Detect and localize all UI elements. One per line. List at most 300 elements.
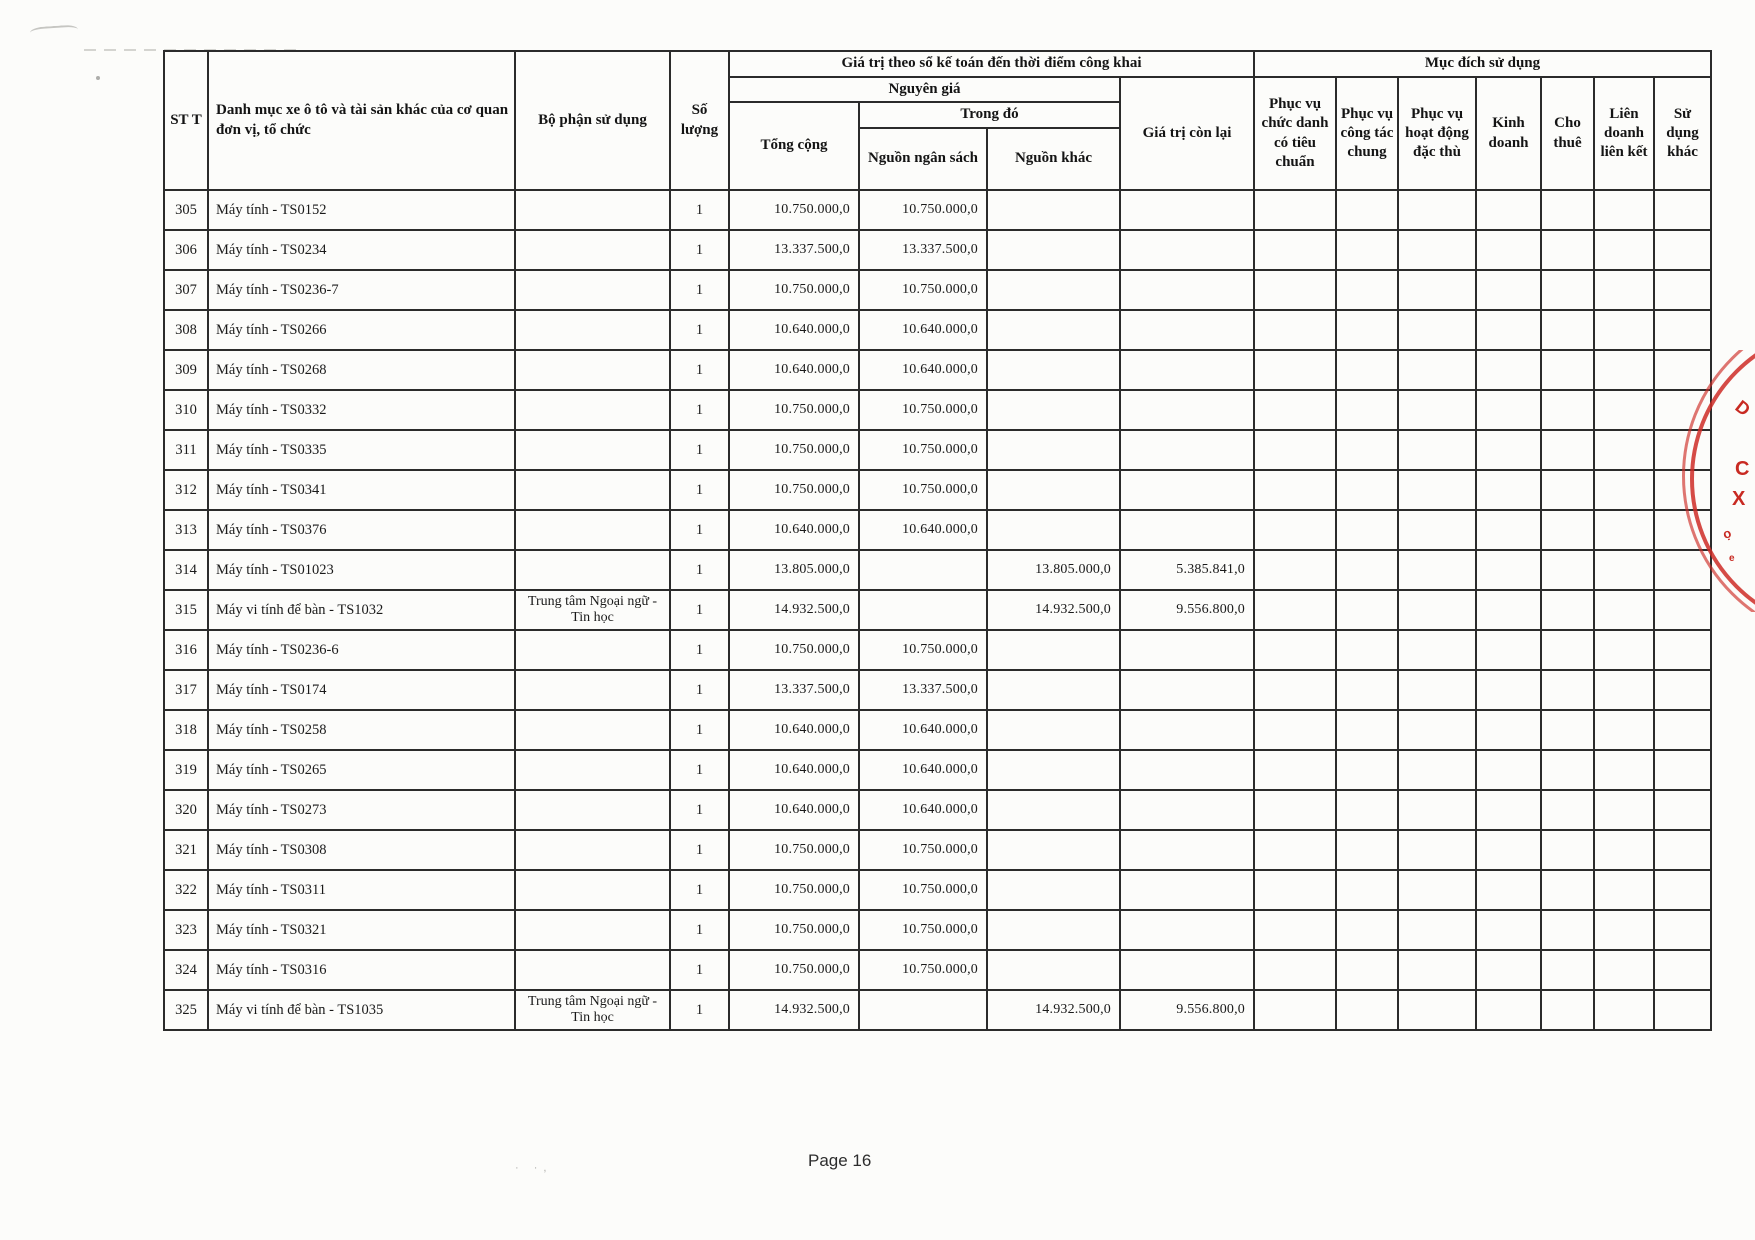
cell-total: 10.750.000,0 <box>729 910 859 950</box>
cell-remaining-value <box>1120 710 1254 750</box>
header-usage-business: Kinh doanh <box>1476 77 1541 190</box>
cell-usage-rent <box>1541 910 1594 950</box>
table-row <box>164 750 1711 790</box>
cell-asset-name: Máy tính - TS0268 <box>208 350 515 390</box>
cell-stt: 315 <box>164 590 208 630</box>
cell-department <box>515 270 670 310</box>
stamp-glyph-dot: e <box>1729 553 1735 564</box>
cell-total: 10.640.000,0 <box>729 790 859 830</box>
cell-quantity: 1 <box>670 550 729 590</box>
cell-other-source <box>987 310 1120 350</box>
cell-usage-joint-venture <box>1594 790 1654 830</box>
cell-budget-source: 10.750.000,0 <box>859 910 987 950</box>
cell-asset-name: Máy tính - TS0174 <box>208 670 515 710</box>
cell-budget-source: 10.750.000,0 <box>859 870 987 910</box>
cell-usage-title-standard <box>1254 910 1336 950</box>
cell-usage-general-work <box>1336 310 1398 350</box>
cell-usage-title-standard <box>1254 750 1336 790</box>
cell-usage-business <box>1476 950 1541 990</box>
cell-usage-general-work <box>1336 790 1398 830</box>
header-total: Tổng cộng <box>729 102 859 190</box>
cell-department <box>515 830 670 870</box>
cell-remaining-value: 9.556.800,0 <box>1120 990 1254 1030</box>
cell-usage-joint-venture <box>1594 710 1654 750</box>
cell-usage-title-standard <box>1254 430 1336 470</box>
cell-department <box>515 870 670 910</box>
table-row <box>164 470 1711 510</box>
cell-usage-general-work <box>1336 830 1398 870</box>
cell-stt: 317 <box>164 670 208 710</box>
cell-quantity: 1 <box>670 950 729 990</box>
table-row <box>164 230 1711 270</box>
cell-usage-joint-venture <box>1594 630 1654 670</box>
cell-usage-rent <box>1541 390 1594 430</box>
table-row <box>164 710 1711 750</box>
header-stt: ST T <box>164 51 208 190</box>
cell-budget-source: 10.640.000,0 <box>859 710 987 750</box>
cell-usage-business <box>1476 310 1541 350</box>
cell-department <box>515 710 670 750</box>
cell-quantity: 1 <box>670 750 729 790</box>
cell-usage-special-activity <box>1398 630 1476 670</box>
cell-budget-source: 10.750.000,0 <box>859 950 987 990</box>
table-row <box>164 830 1711 870</box>
cell-stt: 313 <box>164 510 208 550</box>
cell-department <box>515 470 670 510</box>
cell-usage-joint-venture <box>1594 470 1654 510</box>
table-row <box>164 190 1711 230</box>
cell-budget-source: 10.640.000,0 <box>859 510 987 550</box>
header-usage-joint-venture: Liên doanh liên kết <box>1594 77 1654 190</box>
cell-quantity: 1 <box>670 670 729 710</box>
header-book-value-group: Giá trị theo sổ kế toán đến thời điểm công khai <box>729 51 1254 77</box>
cell-remaining-value <box>1120 630 1254 670</box>
cell-usage-title-standard <box>1254 470 1336 510</box>
cell-usage-title-standard <box>1254 670 1336 710</box>
cell-usage-business <box>1476 790 1541 830</box>
cell-other-source <box>987 710 1120 750</box>
cell-usage-other <box>1654 950 1711 990</box>
cell-usage-title-standard <box>1254 630 1336 670</box>
cell-total: 10.750.000,0 <box>729 630 859 670</box>
cell-stt: 308 <box>164 310 208 350</box>
cell-total: 10.750.000,0 <box>729 830 859 870</box>
cell-usage-special-activity <box>1398 230 1476 270</box>
cell-department <box>515 350 670 390</box>
cell-usage-other <box>1654 870 1711 910</box>
cell-usage-general-work <box>1336 190 1398 230</box>
cell-usage-rent <box>1541 750 1594 790</box>
cell-remaining-value <box>1120 790 1254 830</box>
cell-quantity: 1 <box>670 590 729 630</box>
cell-usage-joint-venture <box>1594 830 1654 870</box>
cell-total: 13.337.500,0 <box>729 230 859 270</box>
cell-total: 13.337.500,0 <box>729 670 859 710</box>
cell-asset-name: Máy tính - TS0236-7 <box>208 270 515 310</box>
cell-stt: 316 <box>164 630 208 670</box>
cell-asset-name: Máy tính - TS0273 <box>208 790 515 830</box>
cell-stt: 323 <box>164 910 208 950</box>
cell-other-source <box>987 670 1120 710</box>
cell-stt: 322 <box>164 870 208 910</box>
cell-budget-source: 10.750.000,0 <box>859 270 987 310</box>
cell-usage-title-standard <box>1254 950 1336 990</box>
cell-usage-special-activity <box>1398 550 1476 590</box>
cell-usage-general-work <box>1336 430 1398 470</box>
cell-asset-name: Máy tính - TS0321 <box>208 910 515 950</box>
header-department: Bộ phận sử dụng <box>515 51 670 190</box>
cell-usage-joint-venture <box>1594 390 1654 430</box>
cell-remaining-value: 5.385.841,0 <box>1120 550 1254 590</box>
cell-remaining-value <box>1120 390 1254 430</box>
cell-budget-source: 10.640.000,0 <box>859 790 987 830</box>
stamp-letter-x: X <box>1732 488 1746 510</box>
cell-other-source <box>987 830 1120 870</box>
cell-usage-title-standard <box>1254 870 1336 910</box>
cell-department <box>515 750 670 790</box>
cell-other-source: 13.805.000,0 <box>987 550 1120 590</box>
cell-asset-name: Máy tính - TS0335 <box>208 430 515 470</box>
cell-usage-joint-venture <box>1594 550 1654 590</box>
cell-remaining-value: 9.556.800,0 <box>1120 590 1254 630</box>
cell-usage-rent <box>1541 190 1594 230</box>
cell-usage-general-work <box>1336 550 1398 590</box>
cell-other-source <box>987 350 1120 390</box>
header-usage-title-standard: Phục vụ chức danh có tiêu chuẩn <box>1254 77 1336 190</box>
header-usage-group: Mục đích sử dụng <box>1254 51 1711 77</box>
stamp-letter-c: C <box>1735 458 1750 480</box>
cell-department <box>515 630 670 670</box>
cell-usage-general-work <box>1336 390 1398 430</box>
header-usage-other: Sử dụng khác <box>1654 77 1711 190</box>
cell-quantity: 1 <box>670 710 729 750</box>
cell-budget-source <box>859 550 987 590</box>
cell-department <box>515 910 670 950</box>
cell-other-source <box>987 230 1120 270</box>
cell-department: Trung tâm Ngoại ngữ - Tin học <box>515 590 670 630</box>
cell-usage-special-activity <box>1398 710 1476 750</box>
cell-usage-rent <box>1541 830 1594 870</box>
cell-asset-name: Máy tính - TS0265 <box>208 750 515 790</box>
cell-other-source <box>987 190 1120 230</box>
cell-usage-rent <box>1541 630 1594 670</box>
cell-usage-general-work <box>1336 350 1398 390</box>
cell-stt: 318 <box>164 710 208 750</box>
cell-asset-name: Máy tính - TS0234 <box>208 230 515 270</box>
cell-other-source <box>987 750 1120 790</box>
cell-department <box>515 230 670 270</box>
cell-quantity: 1 <box>670 310 729 350</box>
cell-total: 14.932.500,0 <box>729 990 859 1030</box>
cell-usage-title-standard <box>1254 350 1336 390</box>
cell-budget-source: 13.337.500,0 <box>859 230 987 270</box>
cell-usage-other <box>1654 790 1711 830</box>
cell-stt: 305 <box>164 190 208 230</box>
header-usage-general-work: Phục vụ công tác chung <box>1336 77 1398 190</box>
cell-usage-special-activity <box>1398 430 1476 470</box>
header-budget-source: Nguồn ngân sách <box>859 128 987 190</box>
cell-budget-source: 10.750.000,0 <box>859 390 987 430</box>
table-row <box>164 870 1711 910</box>
cell-remaining-value <box>1120 830 1254 870</box>
cell-total: 10.640.000,0 <box>729 750 859 790</box>
cell-usage-general-work <box>1336 630 1398 670</box>
cell-asset-name: Máy tính - TS0341 <box>208 470 515 510</box>
cell-usage-other <box>1654 590 1711 630</box>
header-row-1 <box>164 51 1711 77</box>
table-row <box>164 950 1711 990</box>
cell-total: 10.640.000,0 <box>729 310 859 350</box>
table-row <box>164 310 1711 350</box>
table-row <box>164 910 1711 950</box>
cell-other-source <box>987 390 1120 430</box>
cell-total: 14.932.500,0 <box>729 590 859 630</box>
cell-other-source <box>987 870 1120 910</box>
cell-usage-joint-venture <box>1594 310 1654 350</box>
cell-quantity: 1 <box>670 270 729 310</box>
cell-asset-name: Máy tính - TS0316 <box>208 950 515 990</box>
cell-usage-title-standard <box>1254 510 1336 550</box>
cell-remaining-value <box>1120 350 1254 390</box>
cell-budget-source: 10.750.000,0 <box>859 190 987 230</box>
cell-usage-special-activity <box>1398 670 1476 710</box>
cell-usage-business <box>1476 390 1541 430</box>
cell-asset-name: Máy vi tính để bàn - TS1035 <box>208 990 515 1030</box>
table-row <box>164 630 1711 670</box>
cell-usage-other <box>1654 710 1711 750</box>
cell-department <box>515 310 670 350</box>
cell-usage-joint-venture <box>1594 510 1654 550</box>
cell-quantity: 1 <box>670 510 729 550</box>
header-category: Danh mục xe ô tô và tài sản khác của cơ quan đơn vị, tổ chức <box>208 51 515 190</box>
cell-usage-rent <box>1541 310 1594 350</box>
cell-stt: 321 <box>164 830 208 870</box>
cell-usage-title-standard <box>1254 710 1336 750</box>
cell-usage-special-activity <box>1398 270 1476 310</box>
table-row <box>164 990 1711 1030</box>
cell-usage-special-activity <box>1398 950 1476 990</box>
cell-usage-general-work <box>1336 510 1398 550</box>
cell-quantity: 1 <box>670 830 729 870</box>
cell-usage-special-activity <box>1398 310 1476 350</box>
cell-other-source: 14.932.500,0 <box>987 590 1120 630</box>
cell-usage-business <box>1476 870 1541 910</box>
cell-remaining-value <box>1120 670 1254 710</box>
table-row <box>164 390 1711 430</box>
cell-usage-rent <box>1541 710 1594 750</box>
cell-usage-business <box>1476 670 1541 710</box>
cell-usage-business <box>1476 990 1541 1030</box>
cell-usage-other <box>1654 350 1711 390</box>
cell-usage-other <box>1654 190 1711 230</box>
asset-table <box>163 50 1712 1031</box>
cell-usage-title-standard <box>1254 270 1336 310</box>
cell-usage-general-work <box>1336 470 1398 510</box>
cell-usage-other <box>1654 270 1711 310</box>
table-row <box>164 670 1711 710</box>
cell-usage-joint-venture <box>1594 750 1654 790</box>
cell-usage-business <box>1476 630 1541 670</box>
cell-remaining-value <box>1120 430 1254 470</box>
cell-stt: 307 <box>164 270 208 310</box>
cell-usage-title-standard <box>1254 230 1336 270</box>
cell-other-source <box>987 270 1120 310</box>
cell-usage-rent <box>1541 510 1594 550</box>
cell-department <box>515 190 670 230</box>
cell-usage-business <box>1476 230 1541 270</box>
cell-usage-joint-venture <box>1594 430 1654 470</box>
cell-quantity: 1 <box>670 870 729 910</box>
cell-usage-general-work <box>1336 270 1398 310</box>
stamp-glyph-small: ọ <box>1720 525 1734 542</box>
cell-usage-special-activity <box>1398 390 1476 430</box>
cell-stt: 320 <box>164 790 208 830</box>
cell-stt: 312 <box>164 470 208 510</box>
cell-remaining-value <box>1120 310 1254 350</box>
cell-total: 10.640.000,0 <box>729 510 859 550</box>
cell-stt: 309 <box>164 350 208 390</box>
cell-usage-general-work <box>1336 670 1398 710</box>
cell-usage-general-work <box>1336 990 1398 1030</box>
cell-usage-business <box>1476 590 1541 630</box>
cell-stt: 324 <box>164 950 208 990</box>
header-usage-special-activity: Phục vụ hoạt động đặc thù <box>1398 77 1476 190</box>
cell-usage-title-standard <box>1254 190 1336 230</box>
cell-usage-other <box>1654 750 1711 790</box>
cell-usage-joint-venture <box>1594 870 1654 910</box>
cell-usage-rent <box>1541 590 1594 630</box>
cell-quantity: 1 <box>670 910 729 950</box>
cell-total: 10.750.000,0 <box>729 270 859 310</box>
cell-usage-special-activity <box>1398 910 1476 950</box>
cell-remaining-value <box>1120 230 1254 270</box>
cell-usage-rent <box>1541 230 1594 270</box>
cell-usage-title-standard <box>1254 990 1336 1030</box>
table-row <box>164 430 1711 470</box>
cell-usage-business <box>1476 710 1541 750</box>
cell-department <box>515 790 670 830</box>
cell-other-source <box>987 790 1120 830</box>
cell-department <box>515 430 670 470</box>
cell-usage-business <box>1476 910 1541 950</box>
cell-other-source <box>987 950 1120 990</box>
cell-department <box>515 510 670 550</box>
cell-usage-rent <box>1541 790 1594 830</box>
header-of-which: Trong đó <box>859 102 1120 128</box>
cell-usage-special-activity <box>1398 990 1476 1030</box>
cell-usage-rent <box>1541 670 1594 710</box>
cell-usage-other <box>1654 630 1711 670</box>
cell-usage-other <box>1654 230 1711 270</box>
cell-usage-special-activity <box>1398 750 1476 790</box>
cell-remaining-value <box>1120 190 1254 230</box>
cell-usage-title-standard <box>1254 550 1336 590</box>
cell-other-source <box>987 630 1120 670</box>
cell-budget-source: 10.750.000,0 <box>859 430 987 470</box>
cell-quantity: 1 <box>670 790 729 830</box>
cell-usage-title-standard <box>1254 310 1336 350</box>
cell-usage-special-activity <box>1398 190 1476 230</box>
cell-stt: 325 <box>164 990 208 1030</box>
table-header <box>164 51 1711 190</box>
cell-stt: 310 <box>164 390 208 430</box>
cell-usage-business <box>1476 430 1541 470</box>
cell-remaining-value <box>1120 870 1254 910</box>
cell-total: 10.750.000,0 <box>729 430 859 470</box>
table-row <box>164 350 1711 390</box>
table-row <box>164 550 1711 590</box>
page-number: Page 16 <box>808 1151 872 1170</box>
cell-budget-source: 10.640.000,0 <box>859 310 987 350</box>
table-row <box>164 790 1711 830</box>
table-row <box>164 270 1711 310</box>
cell-usage-special-activity <box>1398 350 1476 390</box>
cell-other-source <box>987 430 1120 470</box>
pencil-squiggle-artifact <box>30 24 79 37</box>
cell-usage-joint-venture <box>1594 990 1654 1030</box>
cell-usage-special-activity <box>1398 470 1476 510</box>
header-other-source: Nguồn khác <box>987 128 1120 190</box>
cell-budget-source <box>859 590 987 630</box>
cell-total: 10.750.000,0 <box>729 470 859 510</box>
cell-usage-joint-venture <box>1594 270 1654 310</box>
cell-quantity: 1 <box>670 430 729 470</box>
cell-other-source <box>987 470 1120 510</box>
cell-usage-other <box>1654 830 1711 870</box>
cell-quantity: 1 <box>670 230 729 270</box>
cell-usage-rent <box>1541 870 1594 910</box>
cell-remaining-value <box>1120 950 1254 990</box>
cell-quantity: 1 <box>670 390 729 430</box>
cell-usage-other <box>1654 510 1711 550</box>
cell-department: Trung tâm Ngoại ngữ - Tin học <box>515 990 670 1030</box>
cell-budget-source <box>859 990 987 1030</box>
cell-total: 10.750.000,0 <box>729 870 859 910</box>
cell-usage-business <box>1476 350 1541 390</box>
cell-asset-name: Máy tính - TS0266 <box>208 310 515 350</box>
cell-other-source <box>987 910 1120 950</box>
cell-stt: 319 <box>164 750 208 790</box>
cell-quantity: 1 <box>670 190 729 230</box>
cell-usage-joint-venture <box>1594 350 1654 390</box>
cell-budget-source: 10.750.000,0 <box>859 470 987 510</box>
table-row <box>164 510 1711 550</box>
cell-remaining-value <box>1120 910 1254 950</box>
cell-usage-rent <box>1541 950 1594 990</box>
cell-remaining-value <box>1120 270 1254 310</box>
cell-usage-other <box>1654 310 1711 350</box>
cell-usage-business <box>1476 830 1541 870</box>
cell-total: 10.640.000,0 <box>729 710 859 750</box>
cell-remaining-value <box>1120 470 1254 510</box>
cell-quantity: 1 <box>670 630 729 670</box>
asset-table-body <box>164 190 1711 1030</box>
cell-usage-general-work <box>1336 910 1398 950</box>
cell-usage-rent <box>1541 990 1594 1030</box>
cell-asset-name: Máy tính - TS0258 <box>208 710 515 750</box>
stamp-letter-d: D <box>1731 396 1755 420</box>
cell-quantity: 1 <box>670 350 729 390</box>
cell-budget-source: 10.640.000,0 <box>859 750 987 790</box>
cell-asset-name: Máy tính - TS0308 <box>208 830 515 870</box>
cell-total: 10.640.000,0 <box>729 350 859 390</box>
cell-usage-other <box>1654 670 1711 710</box>
cell-usage-other <box>1654 910 1711 950</box>
cell-asset-name: Máy tính - TS0236-6 <box>208 630 515 670</box>
cell-usage-other <box>1654 470 1711 510</box>
table-row <box>164 590 1711 630</box>
cell-total: 10.750.000,0 <box>729 390 859 430</box>
